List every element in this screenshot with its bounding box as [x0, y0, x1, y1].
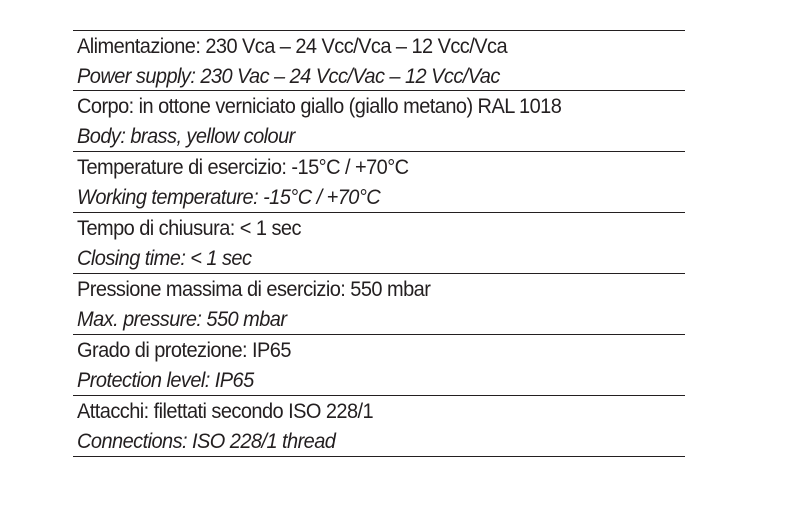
spec-row-body	[73, 91, 685, 152]
spec-row-working-temperature	[73, 152, 685, 213]
spec-label-en: Connections: ISO 228/1 thread	[77, 429, 336, 453]
spec-row-connections	[73, 396, 685, 457]
spec-label-en: Max. pressure: 550 mbar	[77, 307, 287, 331]
spec-table	[73, 30, 685, 457]
spec-row-max-pressure	[73, 274, 685, 335]
spec-label-en: Protection level: IP65	[77, 368, 254, 392]
spec-label-it: Grado di protezione: IP65	[77, 338, 291, 362]
spec-label-en: Working temperature: -15°C / +70°C	[77, 185, 381, 209]
spec-label-en: Body: brass, yellow colour	[77, 124, 295, 148]
spec-label-it: Alimentazione: 230 Vca – 24 Vcc/Vca – 12 Vcc/Vca	[77, 34, 508, 58]
spec-label-en: Closing time: < 1 sec	[77, 246, 252, 270]
spec-label-it: Attacchi: filettati secondo ISO 228/1	[77, 399, 374, 423]
spec-label-it: Corpo: in ottone verniciato giallo (giallo metano) RAL 1018	[77, 94, 562, 118]
spec-row-power-supply	[73, 30, 685, 91]
spec-label-it: Pressione massima di esercizio: 550 mbar	[77, 277, 431, 301]
spec-row-closing-time	[73, 213, 685, 274]
spec-label-en: Power supply: 230 Vac – 24 Vcc/Vac – 12 Vcc/Vac	[77, 64, 500, 88]
spec-label-it: Temperature di esercizio: -15°C / +70°C	[77, 155, 409, 179]
spec-row-protection-level	[73, 335, 685, 396]
spec-label-it: Tempo di chiusura: < 1 sec	[77, 216, 301, 240]
